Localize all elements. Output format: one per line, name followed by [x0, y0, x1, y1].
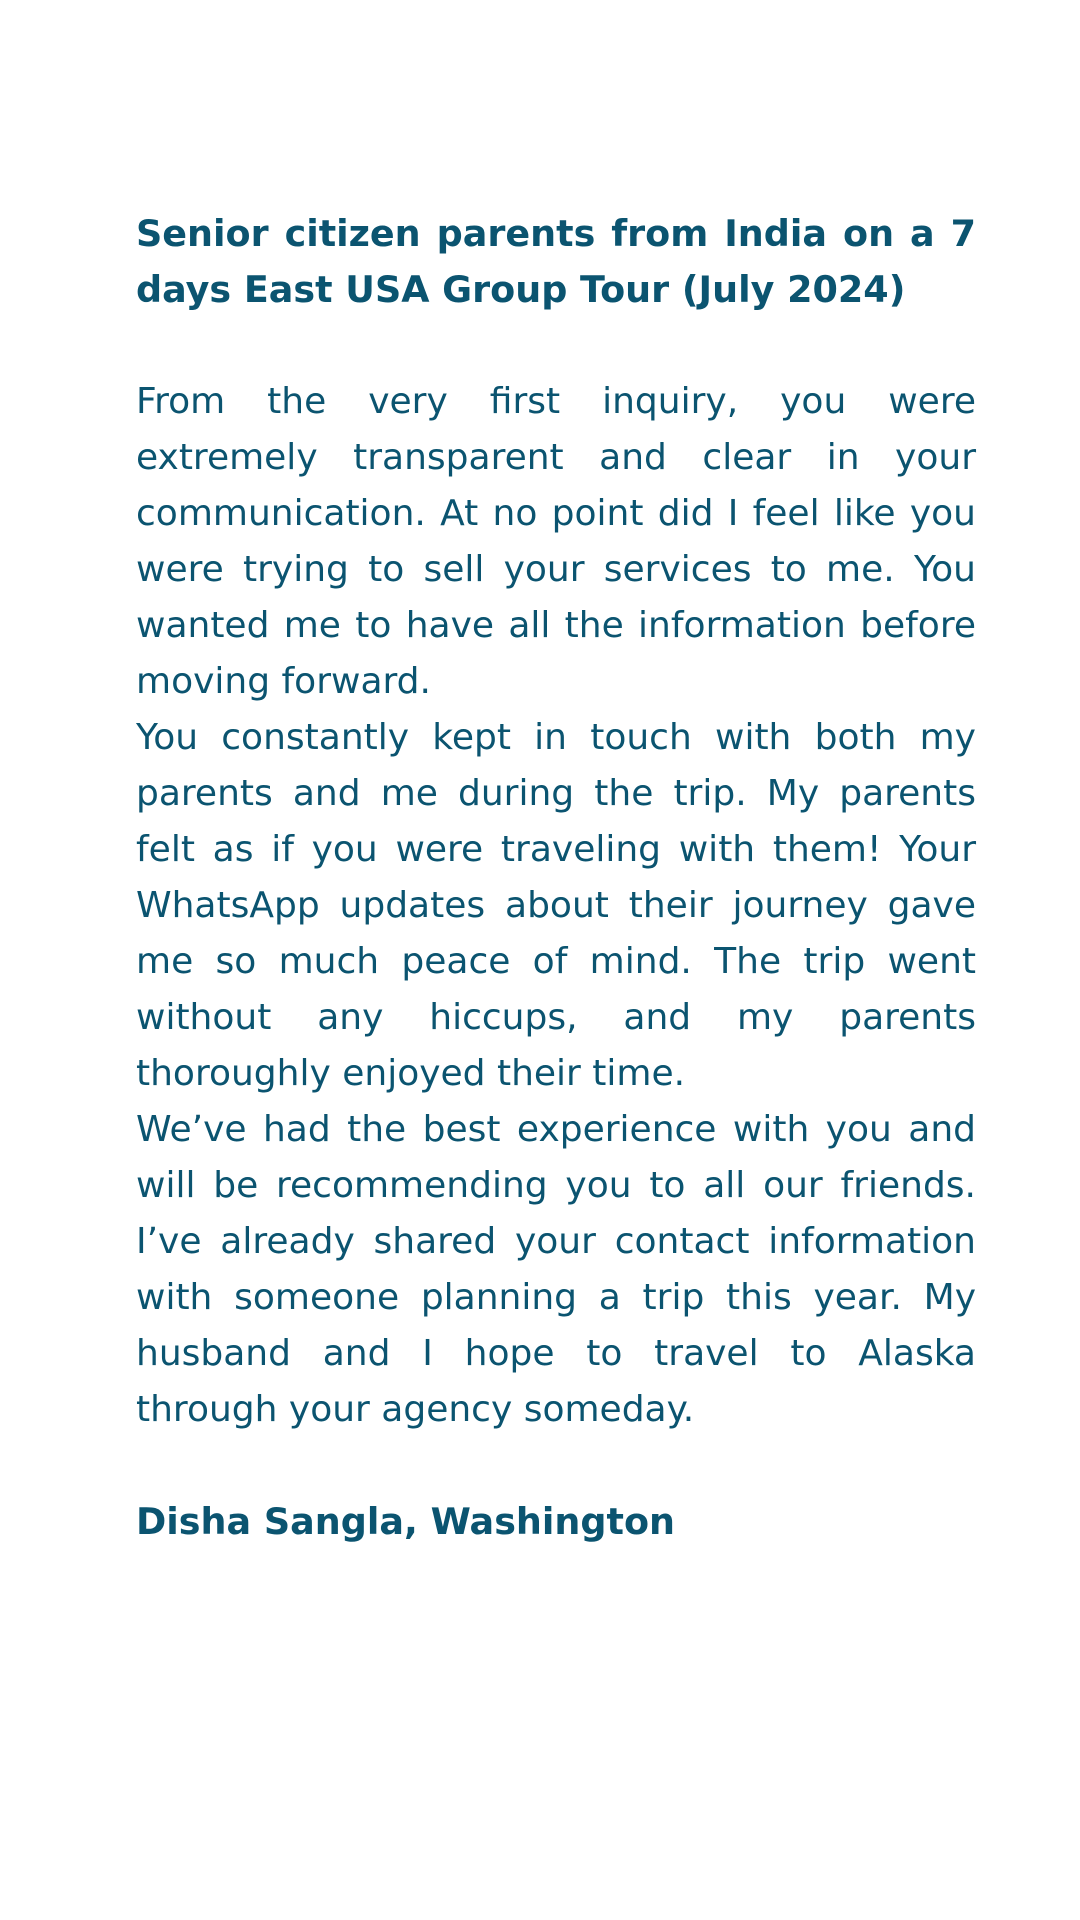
- testimonial-body: [136, 374, 976, 1438]
- testimonial-signature: Disha Sangla, Washington: [136, 1500, 676, 1543]
- testimonial-paragraph: We’ve had the best experience with you and will be recommending you to all our friends. I’ve already shared your contact information with someone planning a trip this year. My husband and I hope to travel to Alaska through your agency someday.: [136, 1109, 976, 1430]
- testimonial-paragraph: You constantly kept in touch with both my parents and me during the trip. My parents felt as if you were traveling with them! Your WhatsApp updates about their journey gave me so much peace of mind. The trip went without any hiccups, and my parents thoroughly enjoyed their time.: [136, 717, 976, 1094]
- testimonial-card: [136, 206, 976, 1550]
- testimonial-paragraph: From the very first inquiry, you were extremely transparent and clear in your communication. At no point did I feel like you were trying to sell your services to me. You wanted me to have all the information before moving forward.: [136, 381, 976, 702]
- testimonial-title: Senior citizen parents from India on a 7 days East USA Group Tour (July 2024): [136, 212, 976, 311]
